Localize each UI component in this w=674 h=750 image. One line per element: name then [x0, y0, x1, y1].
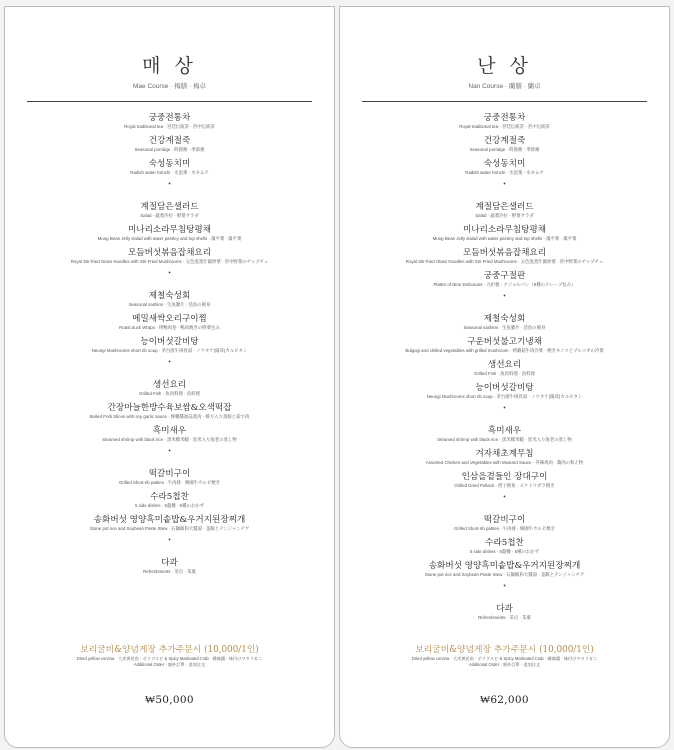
dish-description: Seasonal porridge · 時節粥 · 季節粥 — [469, 147, 540, 152]
menu-item — [340, 202, 669, 219]
dish-description: Royal traditional tea · 宮廷伝統茶 · 宮中伝統茶 — [124, 124, 215, 129]
menu-item — [340, 538, 669, 555]
dish-name: 수라5첩찬 — [485, 538, 524, 548]
course-price: ₩50,000 — [145, 694, 194, 706]
menu-item — [5, 113, 334, 130]
menu-item — [5, 225, 334, 242]
menu-item — [5, 202, 334, 219]
dish-description: Boiled Pork Slices with soy garlic sauce · 韓藥醬油蒜蒸肉 · 韓方入り蒸豚と茹で肉 — [89, 414, 250, 419]
section-separator: • — [167, 359, 172, 366]
dish-description: Grilled Fish · 魚肉料理 · 魚料理 — [139, 391, 200, 396]
dish-name: 제철숙성회 — [148, 291, 191, 301]
menu-item — [340, 271, 669, 288]
dish-description: Neungi Mushrooms short rib soup · 茅台菌牛排骨湯 · ノウタケ(陽茸)カルビタン — [91, 348, 248, 353]
menu-item — [5, 337, 334, 354]
dish-description: Steamed shrimp with black rice · 黑米糯米蝦 · 黒米入り海老の蒸し物 — [437, 437, 572, 442]
course-menu — [5, 113, 334, 581]
dish-description: Grilled Short-rib patties · 牛肉排 · 韓國牛カルビ焼き — [118, 480, 220, 485]
dish-name: 궁중전통차 — [483, 113, 526, 123]
dish-name: 다과 — [161, 558, 178, 568]
menu-page-mae — [4, 6, 335, 748]
course-title: 매 상 — [142, 55, 197, 77]
dish-description: Refreshments · 茶点 · 茶菓 — [143, 569, 196, 574]
menu-item — [5, 314, 334, 331]
course-price: ₩62,000 — [480, 694, 529, 706]
addon-title: 보리굴비&양념게장 추가주문시 (10,000/1인) — [415, 645, 594, 655]
course-subtitle: Mae Course · 梅膳 · 梅卓 — [133, 83, 206, 90]
addon-note — [5, 645, 334, 668]
dish-name: 떡갈비구이 — [148, 469, 191, 479]
addon-detail: Dried yellow corvina · 大麦黄花鱼 · ボリグルビ & Spicy Marinated Crab · 韓辣醬 · 味付けワタリガニ — [76, 656, 263, 661]
menu-page-nan — [339, 6, 670, 748]
dish-name: 겨자채초계무침 — [475, 449, 534, 459]
dish-name: 능이버섯갈비탕 — [475, 383, 534, 393]
dish-description: Steamed shrimp with black rice · 黑米糯米蝦 · 黒米入り海老の蒸し物 — [102, 437, 237, 442]
dish-name: 능이버섯갈비탕 — [140, 337, 199, 347]
dish-description: Grilled Dried Pollack · 烤干鳕鱼 · スケトウダラ焼き — [454, 483, 555, 488]
dish-description: Roast duck Wraps · 烤鴨肉卷 · 鴨肉焼きの野菜包み — [119, 325, 220, 330]
menu-item — [5, 248, 334, 265]
dish-description: Royal traditional tea · 宮廷伝統茶 · 宮中伝統茶 — [459, 124, 550, 129]
dish-name: 건강계절죽 — [483, 136, 526, 146]
menu-item — [340, 360, 669, 377]
dish-name: 모듬버섯볶음잡채요리 — [462, 248, 547, 258]
menu-item — [340, 314, 669, 331]
menu-item — [5, 291, 334, 308]
menu-item — [5, 426, 334, 443]
dish-description: Mung Bean Jelly Salad with water parsley and top shells · 蕩平菜 · 蕩平菜 — [97, 236, 242, 241]
menu-item — [340, 561, 669, 578]
dish-name: 생선요리 — [152, 380, 187, 390]
dish-name: 계절담은샐러드 — [140, 202, 199, 212]
menu-item — [340, 225, 669, 242]
dish-description: Mung Bean Jelly Salad with water parsley and top shells · 蕩平菜 · 蕩平菜 — [432, 236, 577, 241]
dish-name: 구운버섯불고기냉채 — [467, 337, 542, 347]
dish-name: 송화버섯 영양흑미솥밥&우거지된장찌개 — [93, 515, 246, 525]
dish-description: Platter of Nine Delicacies · 九折板 · クジョルパン（9種のクレープ包み） — [433, 282, 576, 287]
menu-item — [5, 403, 334, 420]
menu-item — [340, 113, 669, 130]
section-separator: • — [167, 270, 172, 277]
menu-item — [5, 558, 334, 575]
menu-item — [340, 337, 669, 354]
dish-description: Bulgogi and chilled vegetables with grilled mushroom · 烤蘑菇牛肉冷菜 · 焼きキノコとプルコギの冷菜 — [405, 348, 604, 353]
dish-name: 모듬버섯볶음잡채요리 — [127, 248, 212, 258]
addon-order-note: Additional Order · 額外訂單 · 追加注文 — [133, 662, 206, 667]
dish-name: 숙성동치미 — [483, 159, 526, 169]
menu-item — [5, 492, 334, 509]
header-divider — [27, 101, 312, 102]
dish-name: 흑미새우 — [152, 426, 187, 436]
menu-item — [340, 426, 669, 443]
menu-item — [340, 472, 669, 489]
dish-description: Refreshments · 茶点 · 茶菓 — [478, 615, 531, 620]
menu-item — [340, 515, 669, 532]
addon-detail: Dried yellow corvina · 大麦黄花鱼 · ボリグルビ & Spicy Marinated Crab · 韓辣醬 · 味付けワタリガニ — [411, 656, 598, 661]
menu-item — [5, 159, 334, 176]
dish-description: Seasonal sashimi · 生魚膾片 · 活魚の刺身 — [463, 325, 546, 330]
section-separator: • — [502, 405, 507, 412]
course-header — [340, 51, 669, 90]
dish-description: 5 side dishes · 5盤餐 · 5種のおかず — [134, 503, 205, 508]
dish-name: 수라5첩찬 — [150, 492, 189, 502]
menu-item — [340, 248, 669, 265]
dish-description: Neungi Mushrooms short rib soup · 茅台菌牛排骨湯 · ノウタケ(陽茸)カルビタン — [426, 394, 583, 399]
course-menu — [340, 113, 669, 627]
menu-item — [340, 383, 669, 400]
dish-description: Royal Stir-fried Glass Noodles with Stir Fried Mushrooms · 五色混蒸什錦炒菜 · 宮中野菜のチャプチェ — [70, 259, 269, 264]
dish-name: 흑미새우 — [487, 426, 522, 436]
dish-description: 5 side dishes · 5盤餐 · 5種のおかず — [469, 549, 540, 554]
menu-item — [5, 136, 334, 153]
dish-description: Grilled Short-rib patties · 牛肉排 · 韓國牛カルビ焼き — [453, 526, 555, 531]
addon-order-note: Additional Order · 額外訂單 · 追加注文 — [468, 662, 541, 667]
dish-description: Radish water Kimchi · 水泡菜 · 水キムチ — [465, 170, 544, 175]
section-separator: • — [502, 583, 507, 590]
section-separator: • — [167, 181, 172, 188]
course-subtitle: Nan Course · 蘭膳 · 蘭卓 — [468, 83, 541, 90]
section-separator: • — [502, 181, 507, 188]
menu-item — [5, 380, 334, 397]
dish-name: 계절담은샐러드 — [475, 202, 534, 212]
section-separator: • — [502, 293, 507, 300]
dish-name: 떡갈비구이 — [483, 515, 526, 525]
dish-description: Seasonal sashimi · 生魚膾片 · 活魚の刺身 — [128, 302, 211, 307]
dish-name: 궁중전통차 — [148, 113, 191, 123]
dish-name: 궁중구절판 — [483, 271, 526, 281]
dish-name: 미나리소라무침탕평채 — [462, 225, 547, 235]
course-header — [5, 51, 334, 90]
dish-description: Stone pot rice and Soybean Paste Stew · 石鍋飯和大醬湯 · 釜飯とテンジャンチゲ — [424, 572, 585, 577]
dish-description: Assorted Chicken and Vegetables with Mustard Sauce · 芥辣鸡肉 · 鶏肉の和え物 — [425, 460, 584, 465]
dish-name: 미나리소라무침탕평채 — [127, 225, 212, 235]
dish-name: 제철숙성회 — [483, 314, 526, 324]
menu-item — [340, 136, 669, 153]
dish-name: 메밀새싹오리구이찜 — [132, 314, 207, 324]
menu-item — [340, 449, 669, 466]
dish-name: 송화버섯 영양흑미솥밥&우거지된장찌개 — [428, 561, 581, 571]
addon-note — [340, 645, 669, 668]
dish-name: 인삼을곁들인 장대구이 — [461, 472, 548, 482]
dish-name: 다과 — [496, 604, 513, 614]
dish-description: Salad · 蔬菜沙拉 · 野菜サラダ — [475, 213, 534, 218]
header-divider — [362, 101, 647, 102]
dish-name: 숙성동치미 — [148, 159, 191, 169]
dish-description: Royal Stir-fried Glass Noodles with Stir Fried Mushrooms · 五色混蒸什錦炒菜 · 宮中野菜のチャプチェ — [405, 259, 604, 264]
section-separator: • — [167, 537, 172, 544]
dish-description: Grilled Fish · 魚肉料理 · 魚料理 — [474, 371, 535, 376]
dish-name: 간장마늘한방수육보쌈&오색떡잡 — [107, 403, 232, 413]
menu-item — [340, 159, 669, 176]
addon-title: 보리굴비&양념게장 추가주문시 (10,000/1인) — [80, 645, 259, 655]
dish-name: 건강계절죽 — [148, 136, 191, 146]
course-title: 난 상 — [477, 55, 532, 77]
menu-item — [5, 469, 334, 486]
menu-item — [340, 604, 669, 621]
dish-name: 생선요리 — [487, 360, 522, 370]
dish-description: Stone pot rice and Soybean Paste Stew · 石鍋飯和大醬湯 · 釜飯とテンジャンチゲ — [89, 526, 250, 531]
section-separator: • — [167, 448, 172, 455]
menu-item — [5, 515, 334, 532]
dish-description: Salad · 蔬菜沙拉 · 野菜サラダ — [140, 213, 199, 218]
section-separator: • — [502, 494, 507, 501]
dish-description: Seasonal porridge · 時節粥 · 季節粥 — [134, 147, 205, 152]
dish-description: Radish water Kimchi · 水泡菜 · 水キムチ — [130, 170, 209, 175]
